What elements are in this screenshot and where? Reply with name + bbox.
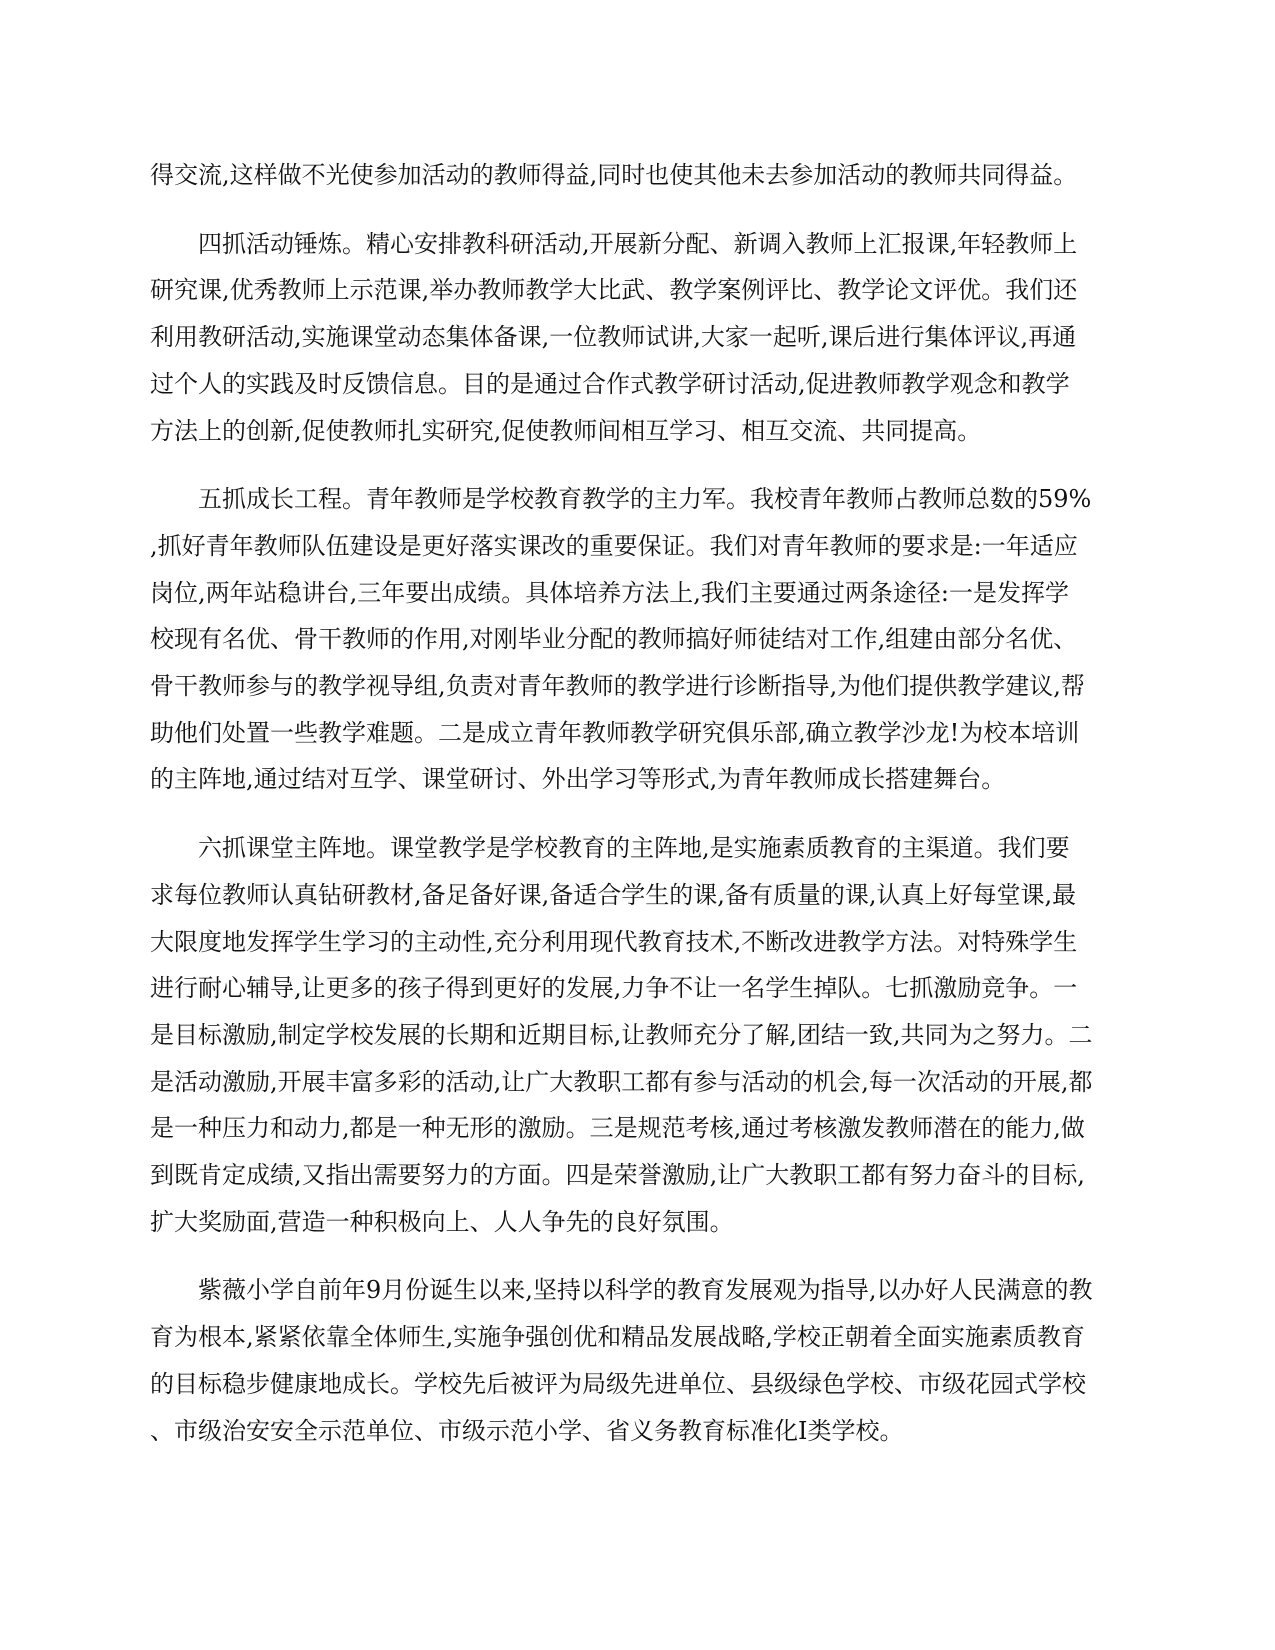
text-line: 、市级治安安全示范单位、市级示范小学、省义务教育标准化I类学校。 bbox=[150, 1416, 904, 1445]
text-line: ,抓好青年教师队伍建设是更好落实课改的重要保证。我们对青年教师的要求是:一年适应 bbox=[150, 531, 1078, 560]
text-line: 骨干教师参与的教学视导组,负责对青年教师的教学进行诊断指导,为他们提供教学建议,帮 bbox=[150, 672, 1085, 701]
text-line: 六抓课堂主阵地。课堂教学是学校教育的主阵地,是实施素质教育的主渠道。我们要 bbox=[150, 834, 1070, 863]
text-line: 助他们处置一些教学难题。二是成立青年教师教学研究俱乐部,确立教学沙龙!为校本培训 bbox=[150, 718, 1080, 747]
text-line: 得交流,这样做不光使参加活动的教师得益,同时也使其他未去参加活动的教师共同得益。 bbox=[150, 161, 1078, 189]
paragraph-classroom bbox=[150, 825, 1135, 1245]
text-line: 求每位教师认真钻研教材,备足备好课,备适合学生的课,备有质量的课,认真上好每堂课,最 bbox=[150, 880, 1077, 909]
text-line: 岗位,两年站稳讲台,三年要出成绩。具体培养方法上,我们主要通过两条途径:一是发挥学 bbox=[150, 578, 1069, 607]
paragraph-growth-project bbox=[150, 476, 1135, 803]
text-line: 大限度地发挥学生学习的主动性,充分利用现代教育技术,不断改进教学方法。对特殊学生 bbox=[150, 927, 1078, 956]
paragraph-school-overview bbox=[150, 1267, 1135, 1454]
text-line: 进行耐心辅导,让更多的孩子得到更好的发展,力争不让一名学生掉队。七抓激励竞争。一 bbox=[150, 974, 1078, 1003]
paragraph-gap bbox=[150, 803, 1135, 825]
text-line: 方法上的创新,促使教师扎实研究,促使教师间相互学习、相互交流、共同提高。 bbox=[150, 416, 982, 445]
text-line: 的主阵地,通过结对互学、课堂研讨、外出学习等形式,为青年教师成长搭建舞台。 bbox=[150, 765, 1006, 794]
text-line: 扩大奖励面,营造一种积极向上、人人争先的良好氛围。 bbox=[150, 1207, 734, 1236]
paragraph-exchange-benefit bbox=[150, 152, 1135, 199]
document-page bbox=[150, 152, 1135, 1454]
paragraph-gap bbox=[150, 454, 1135, 476]
text-line: 四抓活动锤炼。精心安排教科研活动,开展新分配、新调入教师上汇报课,年轻教师上 bbox=[150, 229, 1078, 258]
text-line: 是活动激励,开展丰富多彩的活动,让广大教职工都有参与活动的机会,每一次活动的开展,都 bbox=[150, 1067, 1093, 1096]
paragraph-gap bbox=[150, 199, 1135, 221]
text-line: 是目标激励,制定学校发展的长期和近期目标,让教师充分了解,团结一致,共同为之努力。二 bbox=[150, 1020, 1093, 1049]
text-line: 五抓成长工程。青年教师是学校教育教学的主力军。我校青年教师占教师总数的59% bbox=[150, 485, 1092, 514]
text-line: 过个人的实践及时反馈信息。目的是通过合作式教学研讨活动,促进教师教学观念和教学 bbox=[150, 369, 1070, 398]
text-line: 育为根本,紧紧依靠全体师生,实施争强创优和精品发展战略,学校正朝着全面实施素质教育 bbox=[150, 1323, 1085, 1352]
text-line: 校现有名优、骨干教师的作用,对刚毕业分配的教师搞好师徒结对工作,组建由部分名优、 bbox=[150, 625, 1078, 654]
paragraph-activity-training bbox=[150, 221, 1135, 455]
text-line: 是一种压力和动力,都是一种无形的激励。三是规范考核,通过考核激发教师潜在的能力,做 bbox=[150, 1114, 1085, 1143]
text-line: 研究课,优秀教师上示范课,举办教师教学大比武、教学案例评比、教学论文评优。我们还 bbox=[150, 276, 1078, 305]
paragraph-gap bbox=[150, 1245, 1135, 1267]
text-line: 的目标稳步健康地成长。学校先后被评为局级先进单位、县级绿色学校、市级花园式学校 bbox=[150, 1369, 1086, 1398]
text-line: 利用教研活动,实施课堂动态集体备课,一位教师试讲,大家一起听,课后进行集体评议,再通 bbox=[150, 323, 1077, 352]
text-line: 紫薇小学自前年9月份诞生以来,坚持以科学的教育发展观为指导,以办好人民满意的教 bbox=[150, 1276, 1093, 1305]
text-line: 到既肯定成绩,又指出需要努力的方面。四是荣誉激励,让广大教职工都有努力奋斗的目标, bbox=[150, 1161, 1085, 1190]
